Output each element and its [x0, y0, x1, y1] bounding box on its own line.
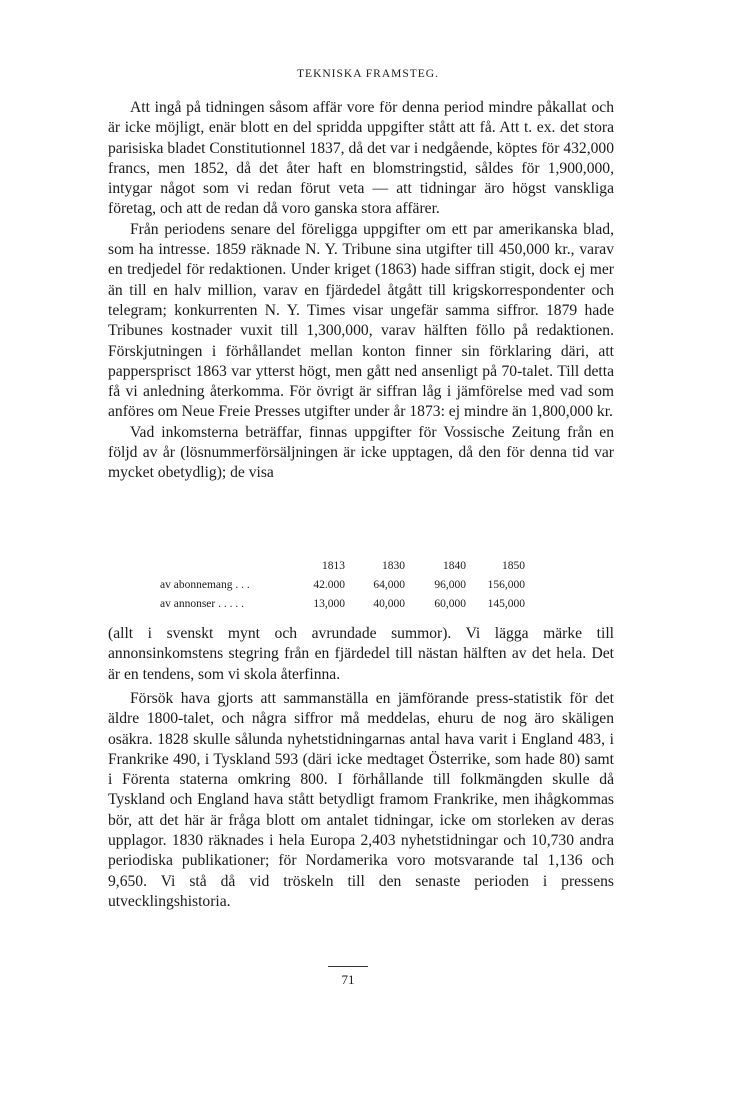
year-header: 1813 [322, 559, 345, 572]
body-text-top [108, 98, 614, 484]
page-number: 71 [341, 972, 355, 987]
row-label: av annonser . . . . . [160, 597, 244, 610]
table-cell: 145,000 [487, 597, 525, 610]
body-text-bottom [108, 689, 614, 912]
row-label: av abonnemang . . . [160, 578, 250, 591]
paragraph: Från periodens senare del föreligga uppgifter om ett par amerikanska blad, som ha intresse. 1859 räknade N. Y. Tribune sina utgifter till 450,000 kr., varav en tredjedel för redaktionen. Under kriget (1863) hade siffran stigit, dock ej mer än till en halv million, varav en fjärdedel åtgått till krigskorrespondenter och telegram; konkurrenten N. Y. Times visar ungefär samma siffror. 1879 hade Tribunes kostnader vuxit till 1,300,000, varav hälften föllo på redaktionen. Förskjutningen i förhållandet mellan konton finner sin förklaring däri, att pappersprisct 1863 var ytterst högt, men gått ned ansenligt på 70-talet. Till detta få vi anledning återkomma. För övrigt är siffran låg i jämförelse med vad som anföres om Neue Freie Presses utgifter under år 1873: ej mindre än 1,800,000 kr. [108, 220, 614, 421]
year-header: 1850 [502, 559, 525, 572]
table-cell: 156,000 [487, 578, 525, 591]
paragraph: Försök hava gjorts att sammanställa en jämförande press-statistik för det äldre 1800-talet, och några siffror må meddelas, ehuru de nog äro skäligen osäkra. 1828 skulle sålunda nyhetstidningarnas antal hava varit i England 483, i Frankrike 490, i Tyskland 593 (däri icke medtaget Österrike, som hade 80) samt i Förenta staterna omkring 800. I förhållande till folkmängden skulle då Tyskland och England hava stått betydligt framom Frankrike, men ihågkommas bör, att det här är fråga blott om antalet tidningar, icke om storleken av deras upplagor. 1830 räknades i hela Europa 2,403 nyhetstidningar och 10,730 andra periodiska publikationer; för Nordamerika voro motsvarande tal 1,136 och 9,650. Vi stå då vid tröskeln till den senaste perioden i pressens utvecklingshistoria. [108, 690, 614, 910]
table-cell: 40,000 [373, 597, 405, 610]
footer-rule [328, 966, 368, 967]
paragraph: (allt i svenskt mynt och avrundade summor). Vi lägga märke till annonsinkomstens stegring från en fjärdedel till nästan hälften av det hela. Det är en tendens, som vi skola återfinna. [108, 625, 614, 683]
table-row [160, 575, 525, 594]
paragraph: Vad inkomsterna beträffar, finnas uppgifter för Vossische Zeitung från en följd av år (lösnummerförsäljningen är icke upptagen, då den för denna tid var mycket obetydlig); de visa [108, 423, 614, 482]
table-row [160, 594, 525, 613]
paragraph: Att ingå på tidningen såsom affär vore för denna period mindre påkallat och är icke möjligt, enär blott en del spridda uppgifter stått att få. Att t. ex. det stora parisiska bladet Constitutionnel 1837, då det var i nedgående, köptes för 432,000 francs, men 1852, då det åter haft en blomstringstid, såldes för 1,900,000, intygar något som vi redan förut veta — att tidningar äro högst vanskliga företag, och att de redan då voro ganska stora affärer. [108, 99, 614, 218]
running-header: TEKNISKA FRAMSTEG. [297, 68, 439, 80]
year-header: 1830 [382, 559, 405, 572]
year-header: 1840 [443, 559, 466, 572]
income-table [160, 556, 525, 613]
table-cell: 13,000 [313, 597, 345, 610]
table-cell: 96,000 [434, 578, 466, 591]
body-text-after-table [108, 624, 614, 685]
table-cell: 60,000 [434, 597, 466, 610]
table-cell: 64,000 [373, 578, 405, 591]
table-cell: 42.000 [313, 578, 345, 591]
table-corner [160, 556, 305, 575]
table-header-row [160, 556, 525, 575]
